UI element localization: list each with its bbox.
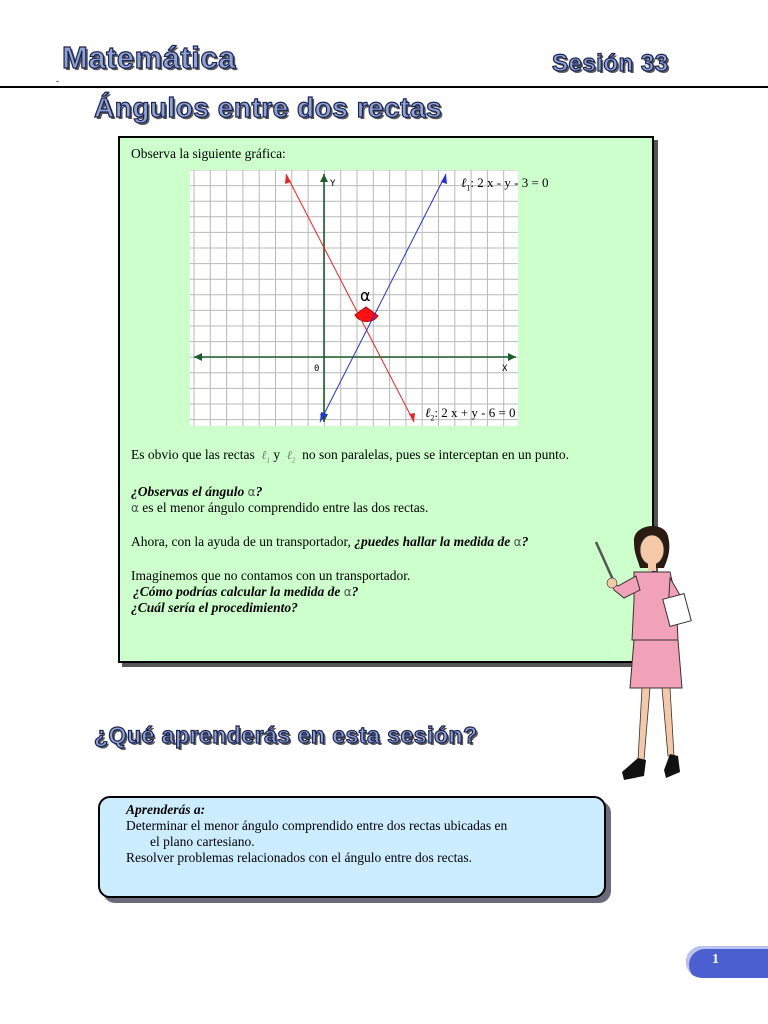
q1-text: ¿Observas el ángulo [131,484,245,499]
q2-end: ? [351,584,359,599]
objective-line3: Resolver problemas relacionados con el ángulo entre dos rectas. [126,850,473,865]
session-title: Sesión 33 [552,50,669,77]
objectives-box [98,796,606,898]
p1-line2-sub: 2 [291,456,296,465]
eq2-sub: 2 [430,413,435,423]
objective-line1: Determinar el menor ángulo comprendido entre dos rectas ubicadas en [126,818,508,833]
equation-line2 [425,405,516,423]
paragraph-alpha-definition [131,500,428,516]
p1-after: no son paralelas, pues se interceptan en un punto. [302,447,570,462]
header-tick: - [56,76,59,86]
x-axis-label: X [502,364,508,374]
objectives-heading: Aprenderás a: [126,802,206,817]
eq2-text: : 2 x + y - 6 = 0 [434,405,516,420]
neck-icon [648,563,656,571]
p3-end: ? [521,534,529,549]
q1-alpha: α [247,485,256,499]
p3-alpha: α [513,535,522,549]
p2-alpha: α [131,501,139,515]
cartesian-graph [190,170,520,426]
q2-text: ¿Cómo podrías calcular la medida de [133,584,341,599]
graph-background [190,170,518,426]
origin-label: 0 [314,364,320,374]
question-procedure: ¿Cuál sería el procedimiento? [131,600,298,615]
p1-line1-sub: 1 [266,456,270,465]
p1-before: Es obvio que las rectas [131,447,255,462]
right-leg-icon [662,688,674,756]
question-observe-angle [131,484,262,500]
objective-line2: el plano cartesiano. [150,834,255,849]
q1-end: ? [255,484,263,499]
eq1-text: : 2 x - y - 3 = 0 [470,175,549,190]
pointer-stick-icon [596,542,614,582]
p3-text: Ahora, con la ayuda de un transportador, [131,534,351,549]
question-how-calculate [133,584,358,600]
paragraph-protractor [131,534,528,550]
p1-and: y [273,447,281,462]
intro-text: Observa la siguiente gráfica: [131,146,286,161]
section-title-angles: Ángulos entre dos rectas [94,92,443,123]
left-shoe-icon [622,758,646,780]
eq2-symbol: ℓ [425,405,431,420]
skirt-icon [630,640,682,688]
p3-question: ¿puedes hallar la medida de [354,534,511,549]
paragraph-no-protractor: Imaginemos que no contamos con un transportador. [131,568,411,583]
left-leg-icon [638,688,650,760]
alpha-label: α [360,286,371,305]
teacher-illustration [594,520,714,790]
p2-text: es el menor ángulo comprendido entre las dos rectas. [142,500,429,515]
q2-alpha: α [343,585,352,599]
section-title-learn: ¿Qué aprenderás en esta sesión? [94,722,478,748]
paragraph-not-parallel [131,447,569,465]
header-divider [0,86,768,88]
eq1-sub: 1 [466,183,471,193]
p1-line2-symbol: ℓ [286,448,292,462]
equation-line1 [461,175,549,193]
face-icon [640,535,664,565]
eq1-symbol: ℓ [461,175,467,190]
subject-title: Matemática [62,40,236,75]
p1-line1-symbol: ℓ [261,448,267,462]
y-axis-label: Y [330,179,336,189]
page-number-tab [686,946,768,978]
right-shoe-icon [664,754,680,778]
page-number: 1 [712,952,719,967]
left-hand-icon [607,578,617,588]
